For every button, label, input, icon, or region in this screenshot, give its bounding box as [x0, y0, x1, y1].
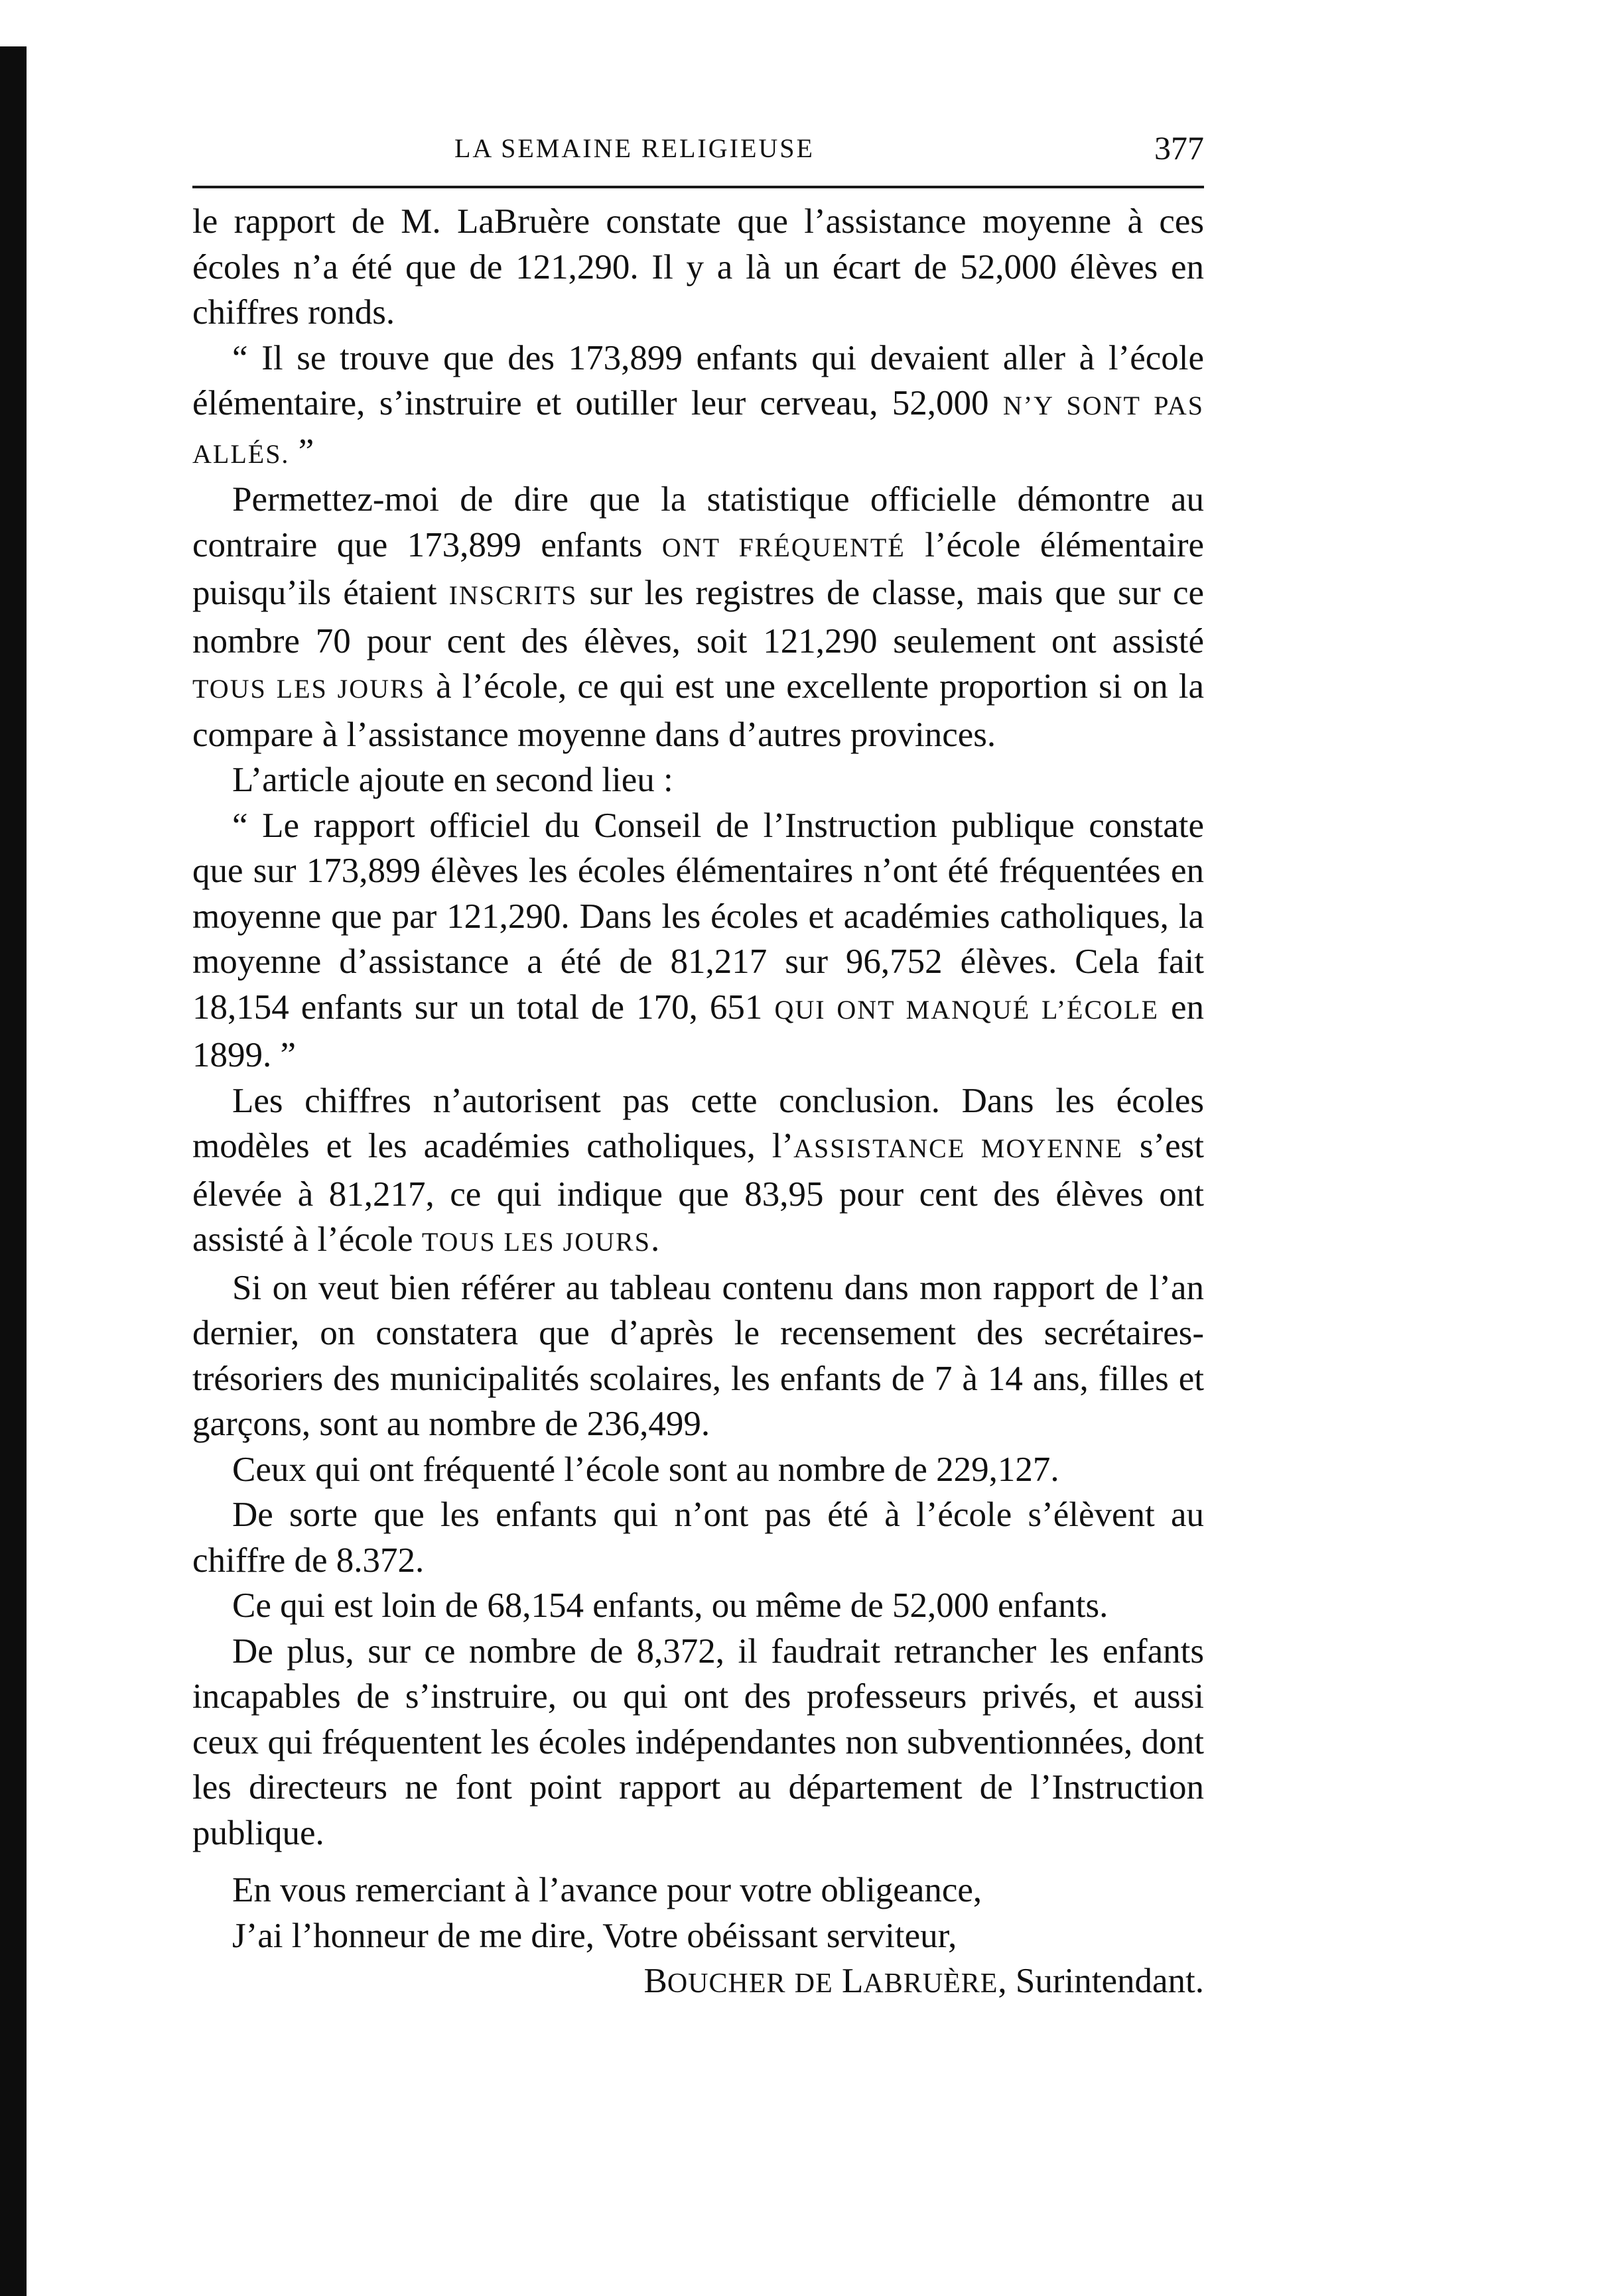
paragraph-text: Si on veut bien référer au tableau contenu dans mon rapport de l’an dernier, on constatera que d’après le recensement des secrétaires-trésoriers des municipalités scolaires, les enfants de 7 à 14 ans, filles et garçons, sont au nombre de 236,499.: [192, 1268, 1204, 1443]
paragraph-text: en 1899. ”: [192, 988, 1205, 1074]
small-caps-text: TOUS LES JOURS: [421, 1227, 651, 1257]
paragraph: [192, 1492, 1204, 1583]
paragraph-text: L’article ajoute en second lieu :: [232, 761, 673, 799]
paragraph-text: .: [650, 1220, 660, 1259]
paragraph-text: De sorte que les enfants qui n’ont pas été à l’école s’élèvent au chiffre de 8.372.: [192, 1496, 1204, 1580]
paragraph-text: “ Le rapport officiel du Conseil de l’Instruction publique constate que sur 173,899 élèves les écoles élémentaires n’ont été fréquentées en moyenne que par 121,290. Dans les écoles et académies catholiques, la moyenne d’assistance a été de 81,217 sur 96,752 élèves. Cela fait 18,154 enfants sur un total de 170, 651: [192, 806, 1204, 1027]
paragraph: [192, 1265, 1204, 1447]
signature: BOUCHER DE LABRUÈRE, Surintendant.: [643, 1962, 1204, 2000]
closing-line: En vous remerciant à l’avance pour votre obligeance,: [232, 1871, 982, 1909]
paragraph: [192, 199, 1204, 336]
paragraph-text: Ce qui est loin de 68,154 enfants, ou même de 52,000 enfants.: [232, 1586, 1108, 1625]
paragraph-text: à l’école, ce qui est une excellente proportion si on la compare à l’assistance moyenne dans d’autres provinces.: [192, 667, 1204, 754]
header-rule: [192, 186, 1204, 188]
small-caps-text: QUI ONT MANQUÉ L’ÉCOLE: [774, 994, 1159, 1025]
paragraph-text: sur les registres de classe, mais que sur ce nombre 70 pour cent des élèves, soit 121,290 seulement ont assisté: [192, 574, 1204, 661]
paragraph: [192, 803, 1204, 1078]
page-number: 377: [1154, 129, 1204, 166]
running-head: [192, 129, 1204, 172]
paragraph-text: l’école élémentaire puisqu’ils étaient: [192, 525, 1204, 612]
paragraph: [192, 336, 1204, 478]
paragraph-text: Les chiffres n’autorisent pas cette conclusion. Dans les écoles modèles et les académies catholiques, l’: [192, 1081, 1204, 1165]
paragraph-text: le rapport de M. LaBruère constate que l’assistance moyenne à ces écoles n’a été que de 121,290. Il y a là un écart de 52,000 élèves en chiffres ronds.: [192, 202, 1204, 332]
closing-line: J’ai l’honneur de me dire, Votre obéissant serviteur,: [232, 1916, 957, 1955]
paragraph-text: Ceux qui ont fréquenté l’école sont au nombre de 229,127.: [232, 1450, 1059, 1489]
paragraph-list: [192, 199, 1204, 1856]
body-text: [192, 199, 1204, 2007]
paragraph-text: s’est élevée à 81,217, ce qui indique que 83,95 pour cent des élèves ont assisté à l’école: [192, 1127, 1204, 1259]
paragraph: [192, 757, 1204, 803]
paragraph-text: Permettez-moi de dire que la statistique officielle démontre au contraire que 173,899 enfants: [192, 480, 1204, 564]
paragraph: [192, 1078, 1204, 1265]
small-caps-text: INSCRITS: [448, 580, 578, 610]
paragraph: [192, 1583, 1204, 1629]
paragraph: [192, 1629, 1204, 1856]
paragraph-text: “ Il se trouve que des 173,899 enfants qui devaient aller à l’école élémentaire, s’instruire et outiller leur cerveau, 52,000: [192, 338, 1204, 422]
small-caps-text: N’Y SONT PAS ALLÉS.: [192, 391, 1204, 469]
small-caps-text: ONT FRÉQUENTÉ: [661, 532, 906, 562]
small-caps-text: ASSISTANCE MOYENNE: [793, 1133, 1123, 1163]
running-title: LA SEMAINE RELIGIEUSE: [454, 133, 815, 163]
paragraph-text: ”: [289, 432, 314, 471]
paragraph-text: De plus, sur ce nombre de 8,372, il faudrait retrancher les enfants incapables de s’instruire, ou qui ont des professeurs privés, et aussi ceux qui fréquentent les écoles indépendantes non subventionnées, dont les directeurs ne font point rapport au département de l’Instruction publique.: [192, 1631, 1204, 1852]
paragraph: [192, 477, 1204, 757]
small-caps-text: TOUS LES JOURS: [192, 674, 425, 704]
paragraph: [192, 1447, 1204, 1493]
